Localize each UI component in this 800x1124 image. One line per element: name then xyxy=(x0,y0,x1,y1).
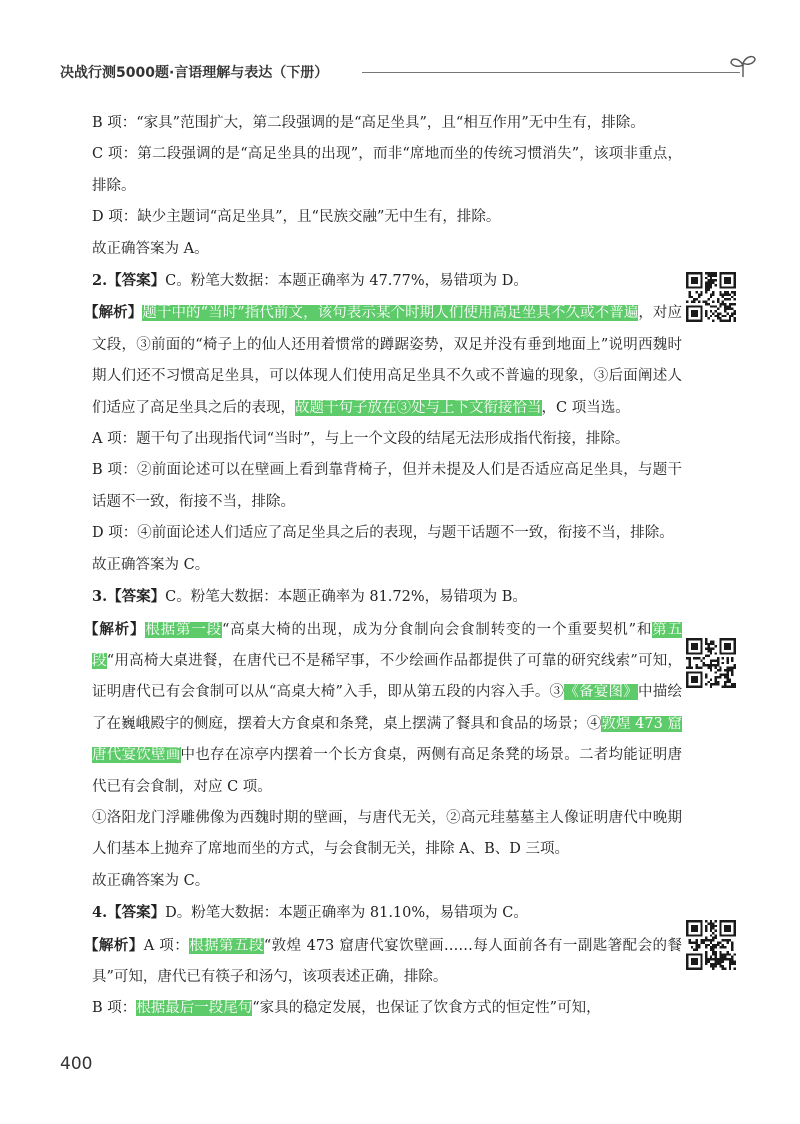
book-title: 决战行测5000题·言语理解与表达（下册） xyxy=(60,65,329,81)
body-text: 中也存在凉亭内摆着一个长方食桌，两侧有高足条凳的场景。二者均能证明唐代已有会食制，对应 C 项。 xyxy=(92,747,683,795)
paragraph xyxy=(92,234,682,265)
paragraph xyxy=(92,265,682,297)
paragraph xyxy=(92,897,682,929)
highlighted-text: 第五段 xyxy=(92,621,683,669)
body-text: A 项：题干句了出现指代词“当时”，与上一个文段的结尾无法形成指代衔接，排除。 xyxy=(92,431,630,448)
label-text: 【解析】 xyxy=(84,304,143,322)
body-text: 故正确答案为 C。 xyxy=(92,556,210,573)
body-text: 故正确答案为 A。 xyxy=(92,240,209,257)
paragraph xyxy=(84,614,683,803)
body-text: B 项： xyxy=(92,1000,137,1017)
page-number: 400 xyxy=(60,1054,93,1074)
qr-code-icon[interactable] xyxy=(686,272,736,322)
body-text: C。粉笔大数据：本题正确率为 47.77%，易错项为 D。 xyxy=(165,273,528,290)
paragraph xyxy=(84,930,682,994)
sprout-icon xyxy=(728,52,758,78)
body-text: C。粉笔大数据：本题正确率为 81.72%，易错项为 B。 xyxy=(165,589,527,606)
body-text: ①洛阳龙门浮雕佛像为西魏时期的壁画，与唐代无关，②高元珪墓墓主人像证明唐代中晚期人们基本上抛弃了席地而坐的方式，与会食制无关，排除 A、B、D 三项。 xyxy=(92,809,682,858)
body-text: 故正确答案为 C。 xyxy=(92,872,210,889)
paragraph xyxy=(92,139,682,202)
paragraph xyxy=(92,108,682,139)
highlighted-text: 故题干句子放在③处与上下文衔接恰当 xyxy=(295,399,542,416)
body-text: A 项： xyxy=(143,937,190,954)
body-text: ，对应文段，③前面的“椅子上的仙人还用着惯常的蹲踞姿势，双足并没有垂到地面上”说明西魏时期人们还不习惯高足坐具，可以体现人们使用高足坐具不久或不普遍的现象，③后面阐述人们适应了高足坐具之后的表现， xyxy=(92,305,682,416)
body-text: B 项：②前面论述可以在壁画上看到靠背椅子，但并未提及人们是否适应高足坐具，与题干话题不一致，衔接不当，排除。 xyxy=(92,462,682,510)
paragraph xyxy=(92,202,682,233)
paragraph xyxy=(92,581,682,613)
page-content xyxy=(84,108,683,1025)
body-text: C 项：第二段强调的是“高足坐具的出现”，而非“席地而坐的传统习惯消失”，该项非重点，排除。 xyxy=(92,146,682,194)
paragraph xyxy=(92,866,682,897)
body-text: D 项：④前面论述人们适应了高足坐具之后的表现，与题干话题不一致，衔接不当，排除。 xyxy=(92,525,674,542)
body-text: 中描绘了在巍峨殿宇的侧庭，摆着大方食桌和条凳，桌上摆满了餐具和食品的场景；④ xyxy=(92,684,683,732)
qr-code-icon[interactable] xyxy=(686,638,736,688)
body-text: “家具的稳定发展，也保证了饮食方式的恒定性”可知， xyxy=(252,1000,601,1017)
label-text: 3.【答案】 xyxy=(92,588,166,606)
paragraph xyxy=(92,550,682,581)
label-text: 【解析】 xyxy=(84,620,146,638)
page-header xyxy=(60,58,760,88)
paragraph xyxy=(84,297,682,424)
label-text: 【解析】 xyxy=(84,936,144,954)
paragraph xyxy=(92,424,682,455)
body-text: “用高椅大桌进餐，在唐代已不是稀罕事，不少绘画作品都提供了可靠的研究线索”可知，证明唐代已有会食制可以从“高桌大椅”入手，即从第五段的内容入手。③ xyxy=(92,652,683,701)
highlighted-text: 根据最后一段尾句 xyxy=(136,1000,253,1017)
body-text: D。粉笔大数据：本题正确率为 81.10%，易错项为 C。 xyxy=(165,905,528,922)
body-text: ，C 项当选。 xyxy=(541,399,630,416)
body-text: “敦煌 473 窟唐代宴饮壁画……每人面前各有一副匙箸配会的餐具”可知，唐代已有筷子和汤勺，该项表述正确，排除。 xyxy=(92,937,682,985)
paragraph xyxy=(92,455,682,518)
body-text: “高桌大椅的出现，成为分食制向会食制转变的一个重要契机”和 xyxy=(221,621,653,638)
highlighted-text: 敦煌 473 窟唐代宴饮壁画 xyxy=(92,715,682,764)
paragraph xyxy=(92,993,682,1024)
paragraph xyxy=(92,518,682,549)
label-text: 4.【答案】 xyxy=(92,904,166,922)
header-rule xyxy=(362,72,740,73)
body-text: D 项：缺少主题词“高足坐具”，且“民族交融”无中生有，排除。 xyxy=(92,209,501,226)
paragraph xyxy=(92,803,682,866)
qr-code-icon[interactable] xyxy=(686,920,736,970)
highlighted-text: 根据第五段 xyxy=(189,937,264,954)
highlighted-text: 根据第一段 xyxy=(145,621,222,638)
highlighted-text: 《备宴图》 xyxy=(564,684,639,701)
highlighted-text: 题干中的“当时”指代前文，该句表示某个时期人们使用高足坐具不久或不普遍 xyxy=(142,305,639,322)
body-text: B 项：“家具”范围扩大，第二段强调的是“高足坐具”，且“相互作用”无中生有，排除。 xyxy=(92,115,645,131)
label-text: 2.【答案】 xyxy=(92,272,166,290)
